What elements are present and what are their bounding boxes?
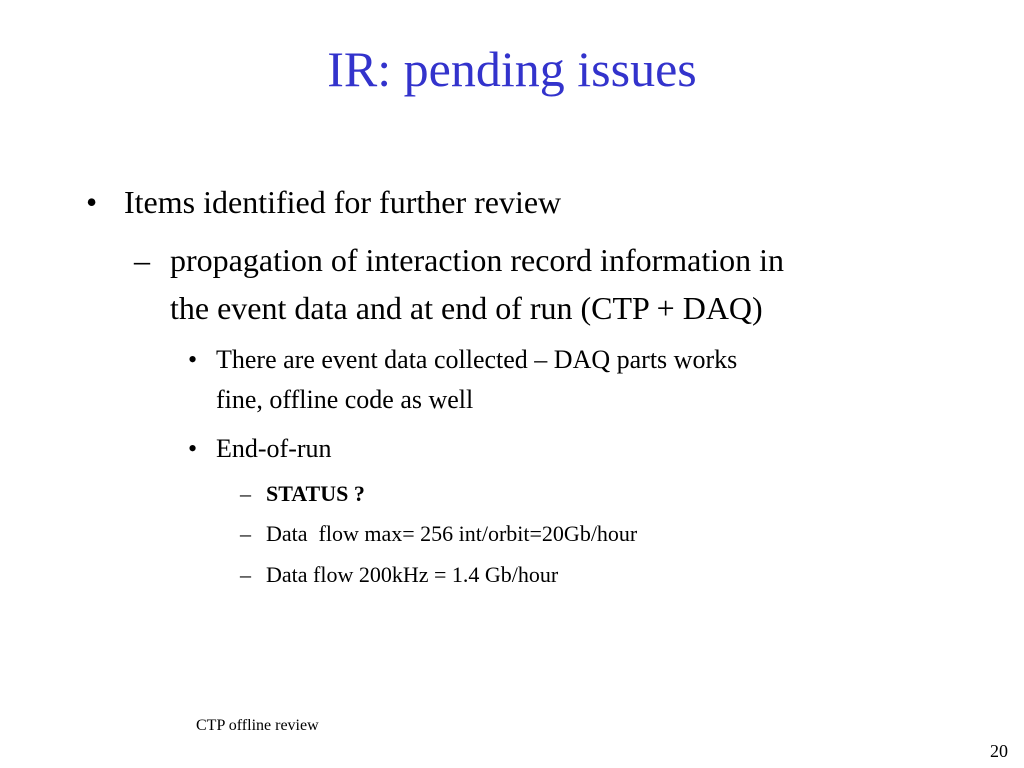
slide-title: IR: pending issues [327, 41, 697, 97]
data-flow-max-item: Data flow max= 256 int/orbit=20Gb/hour [266, 521, 638, 546]
slide-footer: CTP offline review [196, 717, 319, 734]
dash-marker: – [240, 481, 251, 506]
dash-marker: – [134, 242, 150, 278]
bullet-item-1: Items identified for further review [124, 184, 562, 220]
sub-item-1-line-2: the event data and at end of run (CTP + DAQ) [170, 290, 763, 326]
dash-marker: – [240, 521, 251, 546]
data-flow-200khz-item: Data flow 200kHz = 1.4 Gb/hour [266, 562, 559, 587]
sub-sub-item-1-line-2: fine, offline code as well [216, 385, 474, 414]
sub-sub-item-2: End-of-run [216, 434, 332, 463]
sub-item-1-line-1: propagation of interaction record information in [170, 242, 785, 278]
sub-sub-item-1-line-1: There are event data collected – DAQ parts works [216, 345, 738, 374]
page-number: 20 [990, 741, 1008, 761]
bullet-marker: • [188, 345, 198, 374]
dash-marker: – [240, 562, 251, 587]
status-item: STATUS ? [266, 481, 365, 506]
bullet-marker: • [188, 434, 198, 463]
bullet-marker: • [86, 184, 98, 220]
